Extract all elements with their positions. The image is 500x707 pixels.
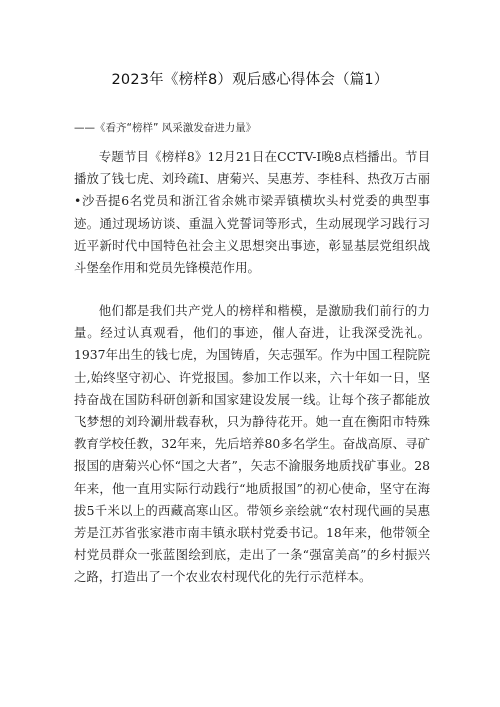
document-subtitle: ——《看齐“榜样” 风采激发奋进力量》 bbox=[74, 122, 257, 134]
document-title: 2023年《榜样8）观后感心得体会（篇1） bbox=[111, 72, 389, 88]
paragraph-2: 他们都是我们共产党人的榜样和楷模，是激励我们前行的力量。经过认真观看，他们的事迹，催人奋进，让我深受洗礼。1937年出生的钱七虎，为国铸盾，矢志强军。作为中国工程院院士,始终坚守初心、许党报国。参加工作以来，六十年如一日，坚持奋战在国防科研创新和国家建设发展一线。让每个孩子都能放飞梦想的刘玲涮卅载春秋，只为静待花开。她一直在衡阳市特殊教育学校任教，32年来，先后培养80多名学生。奋战高原、寻矿报国的唐菊兴心怀“国之大者”，矢志不渝服务地质找矿事业。28年来，他一直用实际行动践行“地质报国”的初心使命，坚守在海拔5千米以上的西藏高寒山区。带领乡亲绘就“农村现代画的吴惠芳是江苏省张家港市南丰镇永联村党委书记。18年来，他带领全村党员群众一张蓝图绘到底，走出了一条“强富美高”的乡村振兴之路，打造出了一个农业农村现代化的先行示范样本。 bbox=[74, 303, 430, 585]
paragraph-1: 专题节目《榜样8》12月21日在CCTV-I晚8点档播出。节目播放了钱七虎、刘玲疏I、唐菊兴、吴惠芳、李桂科、热孜万古丽•沙吾提6名党员和浙江省余姚市梁弄镇横坎头村党委的典型事迹。通过现场访谈、重温入党誓词等形式，生动展现学习践行习近平新时代中国特色社会主义思想突出事迹，彰显基层党组织战斗堡垒作用和党员先锋模范作用。 bbox=[74, 149, 430, 276]
